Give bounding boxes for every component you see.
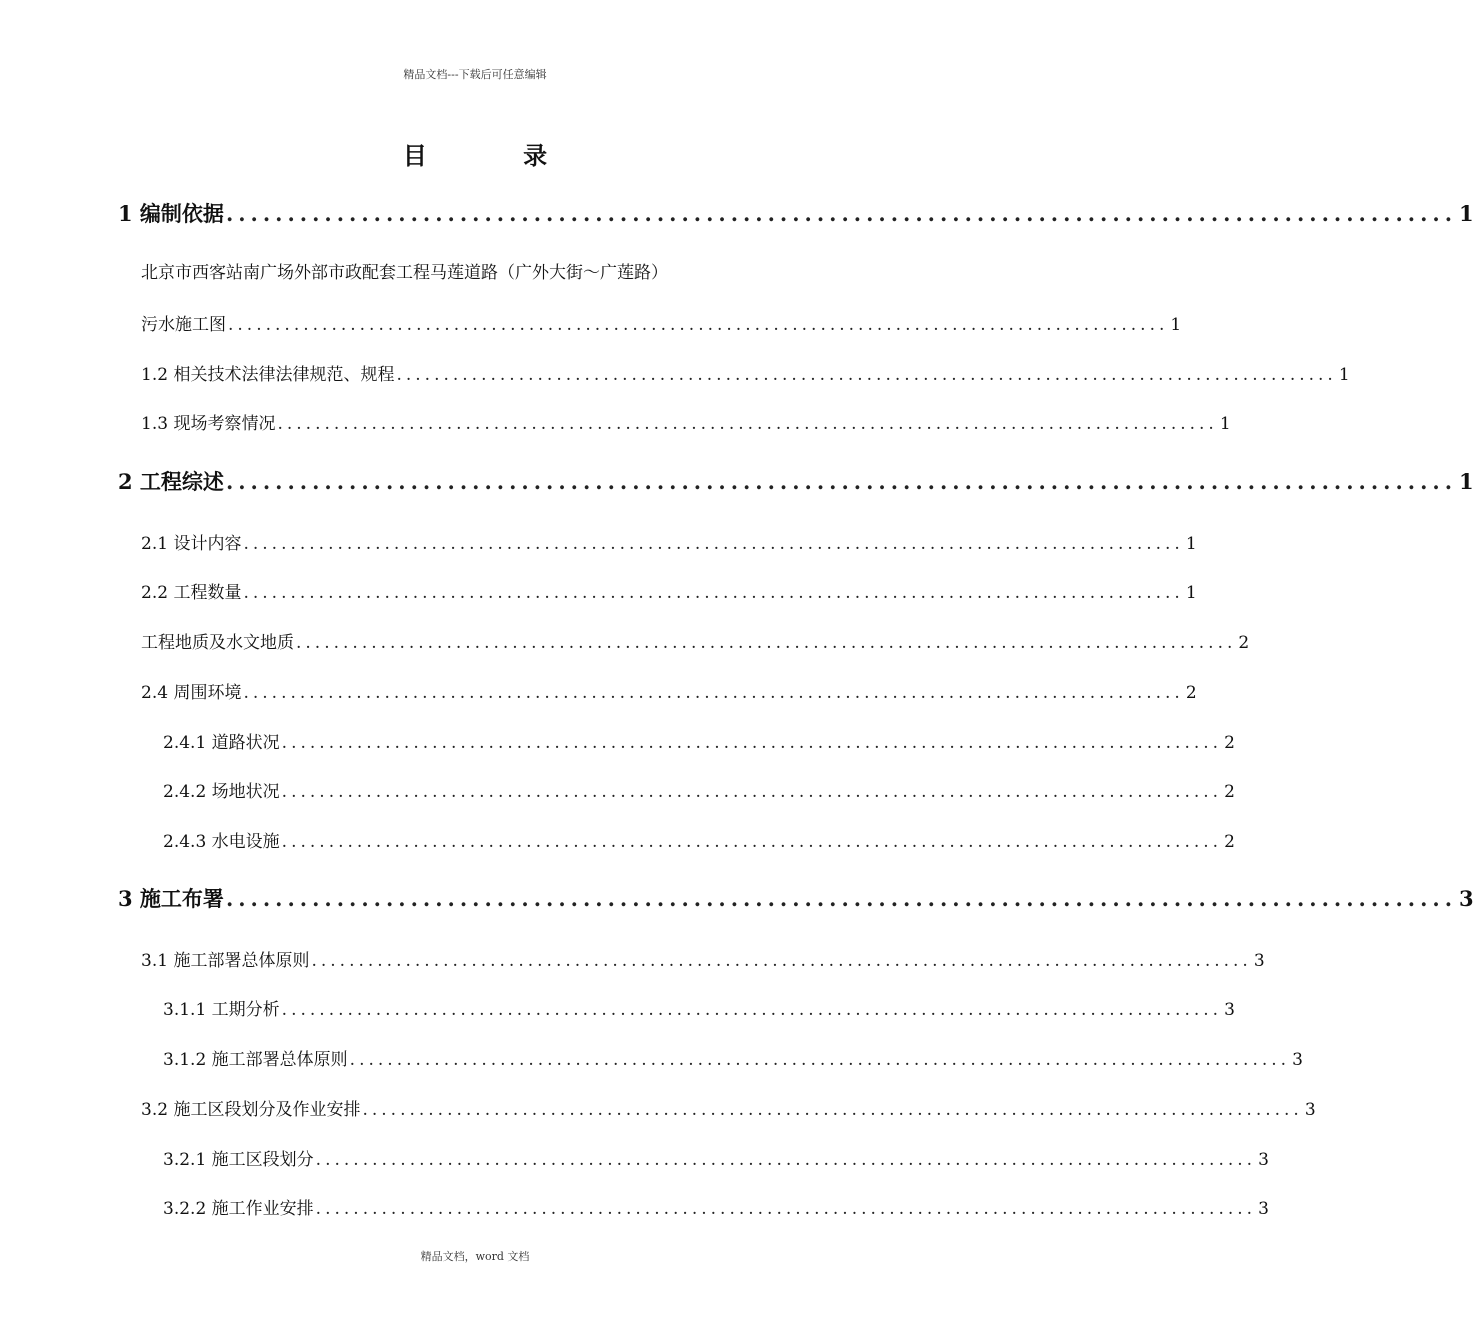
toc-page-number: 3 xyxy=(1304,1100,1316,1120)
page-header: 精品文档---下载后可任意编辑 xyxy=(403,68,547,81)
toc-entry-text: 2.2 工程数量 xyxy=(141,583,242,603)
dot-leader: .................................................................................................... xyxy=(315,1199,1257,1219)
toc-entry-text: 2.4.1 道路状况 xyxy=(163,733,280,753)
toc-entry-text: 3.1.1 工期分析 xyxy=(163,1000,280,1020)
page-footer: 精品文档，word 文档 xyxy=(420,1250,530,1263)
dot-leader: .................................................................................................... xyxy=(243,683,1184,703)
toc-entry[interactable] xyxy=(141,628,1250,653)
dot-leader: .................................................................................................... xyxy=(281,782,1223,802)
dot-leader: .................................................................................................... xyxy=(311,951,1252,971)
toc-entry[interactable] xyxy=(141,946,1265,971)
dot-leader: .................................................................................................... xyxy=(225,201,1458,226)
toc-entry-text: 3.1 施工部署总体原则 xyxy=(141,951,310,971)
toc-entry[interactable] xyxy=(141,678,1197,703)
dot-leader: .................................................................................................... xyxy=(243,583,1184,603)
toc-entry-text: 3.2.1 施工区段划分 xyxy=(163,1150,314,1170)
toc-entry[interactable] xyxy=(163,777,1235,802)
toc-entry[interactable] xyxy=(141,529,1197,554)
toc-entry[interactable] xyxy=(118,883,1474,913)
toc-page-number: 1 xyxy=(1185,534,1197,554)
toc-page-number: 2 xyxy=(1238,633,1250,653)
toc-entry[interactable] xyxy=(163,1045,1303,1070)
dot-leader: .................................................................................................... xyxy=(281,1000,1223,1020)
toc-page-number: 2 xyxy=(1224,733,1235,753)
toc-entry-text: 2.4.2 场地状况 xyxy=(163,782,280,802)
dot-leader: .................................................................................................... xyxy=(362,1100,1303,1120)
toc-entry-text: 1.3 现场考察情况 xyxy=(141,414,276,434)
toc-entry[interactable] xyxy=(118,198,1474,228)
toc-page-number: 3 xyxy=(1258,1199,1269,1219)
toc-entry-text: 2 工程综述 xyxy=(118,469,224,494)
toc-page-number: 1 xyxy=(1459,469,1474,494)
toc-page-number: 3 xyxy=(1224,1000,1235,1020)
toc-page-number: 2 xyxy=(1224,832,1235,852)
toc-page-number: 3 xyxy=(1459,886,1474,911)
dot-leader: .................................................................................................... xyxy=(396,365,1337,385)
toc-entry-text: 2.4.3 水电设施 xyxy=(163,832,280,852)
dot-leader: .................................................................................................... xyxy=(281,733,1223,753)
toc-page-number: 1 xyxy=(1219,414,1231,434)
toc-title: 目 录 xyxy=(402,141,592,170)
dot-leader: .................................................................................................... xyxy=(281,832,1223,852)
toc-page-number: 1 xyxy=(1338,365,1350,385)
toc-continued-text: 北京市西客站南广场外部市政配套工程马莲道路（广外大街～广莲路） xyxy=(141,263,668,283)
toc-entry-text: 2.1 设计内容 xyxy=(141,534,242,554)
toc-entry-text: 3.2.2 施工作业安排 xyxy=(163,1199,314,1219)
toc-entry[interactable] xyxy=(163,827,1235,852)
toc-entry-text: 3 施工布署 xyxy=(118,886,224,911)
dot-leader: .................................................................................................... xyxy=(315,1150,1257,1170)
toc-entry-text: 污水施工图 xyxy=(141,315,226,335)
toc-entry[interactable] xyxy=(141,578,1197,603)
toc-entry[interactable] xyxy=(141,310,1182,335)
toc-entry[interactable] xyxy=(141,1095,1316,1120)
toc-entry-text: 工程地质及水文地质 xyxy=(141,633,294,653)
toc-entry-text: 2.4 周围环境 xyxy=(141,683,242,703)
toc-page-number: 2 xyxy=(1185,683,1197,703)
dot-leader: .................................................................................................... xyxy=(228,315,1169,335)
toc-entry-text: 3.1.2 施工部署总体原则 xyxy=(163,1050,348,1070)
toc-entry[interactable] xyxy=(163,1194,1269,1219)
toc-entry[interactable] xyxy=(141,360,1350,385)
dot-leader: .................................................................................................... xyxy=(349,1050,1291,1070)
dot-leader: .................................................................................................... xyxy=(225,469,1458,494)
toc-entry[interactable] xyxy=(163,995,1235,1020)
toc-entry[interactable] xyxy=(163,728,1235,753)
toc-page-number: 1 xyxy=(1185,583,1197,603)
toc-entry-text: 1 编制依据 xyxy=(118,201,224,226)
dot-leader: .................................................................................................... xyxy=(225,886,1458,911)
toc-entry-text: 3.2 施工区段划分及作业安排 xyxy=(141,1100,361,1120)
dot-leader: .................................................................................................... xyxy=(243,534,1184,554)
toc-entry[interactable] xyxy=(141,409,1231,434)
toc-entry[interactable] xyxy=(118,466,1474,496)
toc-entry-text: 1.2 相关技术法律法律规范、规程 xyxy=(141,365,395,385)
toc-page-number: 2 xyxy=(1224,782,1235,802)
toc-page-number: 1 xyxy=(1170,315,1182,335)
dot-leader: .................................................................................................... xyxy=(296,633,1237,653)
dot-leader: .................................................................................................... xyxy=(277,414,1218,434)
toc-page-number: 3 xyxy=(1292,1050,1303,1070)
toc-page-number: 3 xyxy=(1258,1150,1269,1170)
toc-page-number: 3 xyxy=(1253,951,1265,971)
toc-page-number: 1 xyxy=(1459,201,1474,226)
toc-entry[interactable] xyxy=(163,1145,1269,1170)
